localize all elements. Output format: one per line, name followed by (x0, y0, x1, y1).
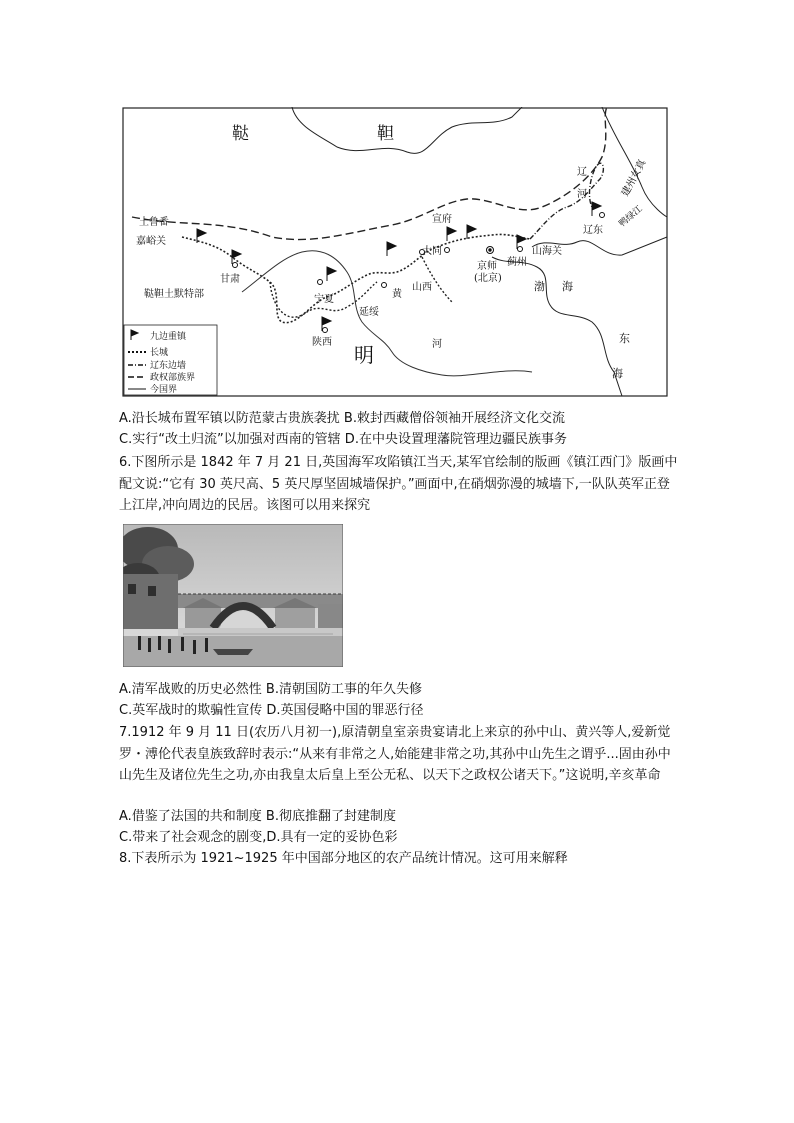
label-liaodong: 辽东 (583, 225, 603, 236)
ming-border-map (122, 107, 668, 397)
label-hai-bo: 海 (562, 280, 573, 293)
label-hai-dong: 海 (612, 367, 623, 380)
label-he-liao: 河 (577, 189, 587, 200)
label-he: 河 (432, 339, 442, 350)
label-jizhou: 蓟州 (507, 257, 527, 268)
label-jingshi: 京师 (477, 261, 497, 272)
label-dong: 东 (619, 332, 630, 345)
q7-stem: 7.1912 年 9 月 11 日(农历八月初一),原清朝皇室亲贵宴请北上来京的孙中山、黄兴等人,爱新觉罗・溥伦代表皇族致辞时表示:“从来有非常之人,始能建非常之功,其孙中山先生之谓乎...固由孙中山先生及诸位先生之功,亦由我皇太后皇上至公无私、以天下之政权公诸天下。”这说明,辛亥革命 (119, 725, 671, 783)
zhenjiang-west-gate-engraving (123, 524, 343, 667)
label-ming: 明 (354, 343, 374, 367)
q6-option-1: A.清军战败的历史必然性 B.清朝国防工事的年久失修 (119, 682, 422, 697)
label-shaanxi: 陕西 (312, 337, 332, 348)
legend-item-3: 辽东边墙 (150, 361, 187, 371)
label-liao: 辽 (577, 167, 587, 178)
q8-stem: 8.下表所示为 1921~1925 年中国部分地区的农产品统计情况。这可用来解释 (119, 851, 568, 866)
label-dada-2: 靼 (377, 124, 394, 144)
label-gansu: 甘肃 (220, 274, 240, 285)
label-ningxia: 宁夏 (314, 294, 334, 305)
legend-item-4: 政权部族界 (150, 373, 196, 383)
q7-option-2: C.带来了社会观念的剧变,D.具有一定的妥协色彩 (119, 830, 398, 845)
label-shanxi: 山西 (412, 282, 432, 293)
q5-options-line-1: A.沿长城布置军镇以防范蒙古贵族袭扰 B.敕封西藏僧俗领袖开展经济文化交流 (119, 411, 565, 426)
label-xuanfu: 宣府 (432, 214, 452, 225)
label-tulufan: 土鲁番 (139, 217, 169, 228)
label-yansui: 延绥 (359, 307, 379, 318)
label-bo: 渤 (534, 280, 545, 293)
label-yalujiang: 鸭绿江 (617, 204, 645, 230)
label-beijing: (北京) (474, 273, 502, 284)
label-jiayuguan: 嘉峪关 (136, 236, 166, 247)
label-dada-tumote: 鞑靼土默特部 (144, 289, 204, 300)
q6-option-2: C.英军战时的欺骗性宣传 D.英国侵略中国的罪恶行径 (119, 703, 424, 718)
map-legend (124, 325, 217, 395)
label-jianzhou: 建州女真 (619, 157, 649, 199)
legend-item-5: 今国界 (150, 385, 178, 395)
label-shanhaiguan: 山海关 (532, 246, 562, 257)
label-huang: 黄 (392, 289, 402, 300)
legend-item-2: 长城 (150, 348, 169, 358)
q7-option-1: A.借鉴了法国的共和制度 B.彻底推翻了封建制度 (119, 809, 396, 824)
q6-stem: 6.下图所示是 1842 年 7 月 21 日,英国海军攻陷镇江当天,某军官绘制的版画《镇江西门》版画中配文说:“它有 30 英尺高、5 英尺厚坚固城墙保护。”画面中,在硝烟弥漫的城墙下,一队队英军正登上江岸,冲向周边的民居。该图可以用来探究 (119, 455, 678, 513)
label-datong: 大同 (422, 246, 442, 257)
q5-options-line-2: C.实行“改土归流”以加强对西南的管辖 D.在中央设置理藩院管理边疆民族事务 (119, 432, 567, 447)
legend-item-1: 九边重镇 (150, 332, 187, 342)
label-dada-1: 鞑 (232, 124, 249, 144)
